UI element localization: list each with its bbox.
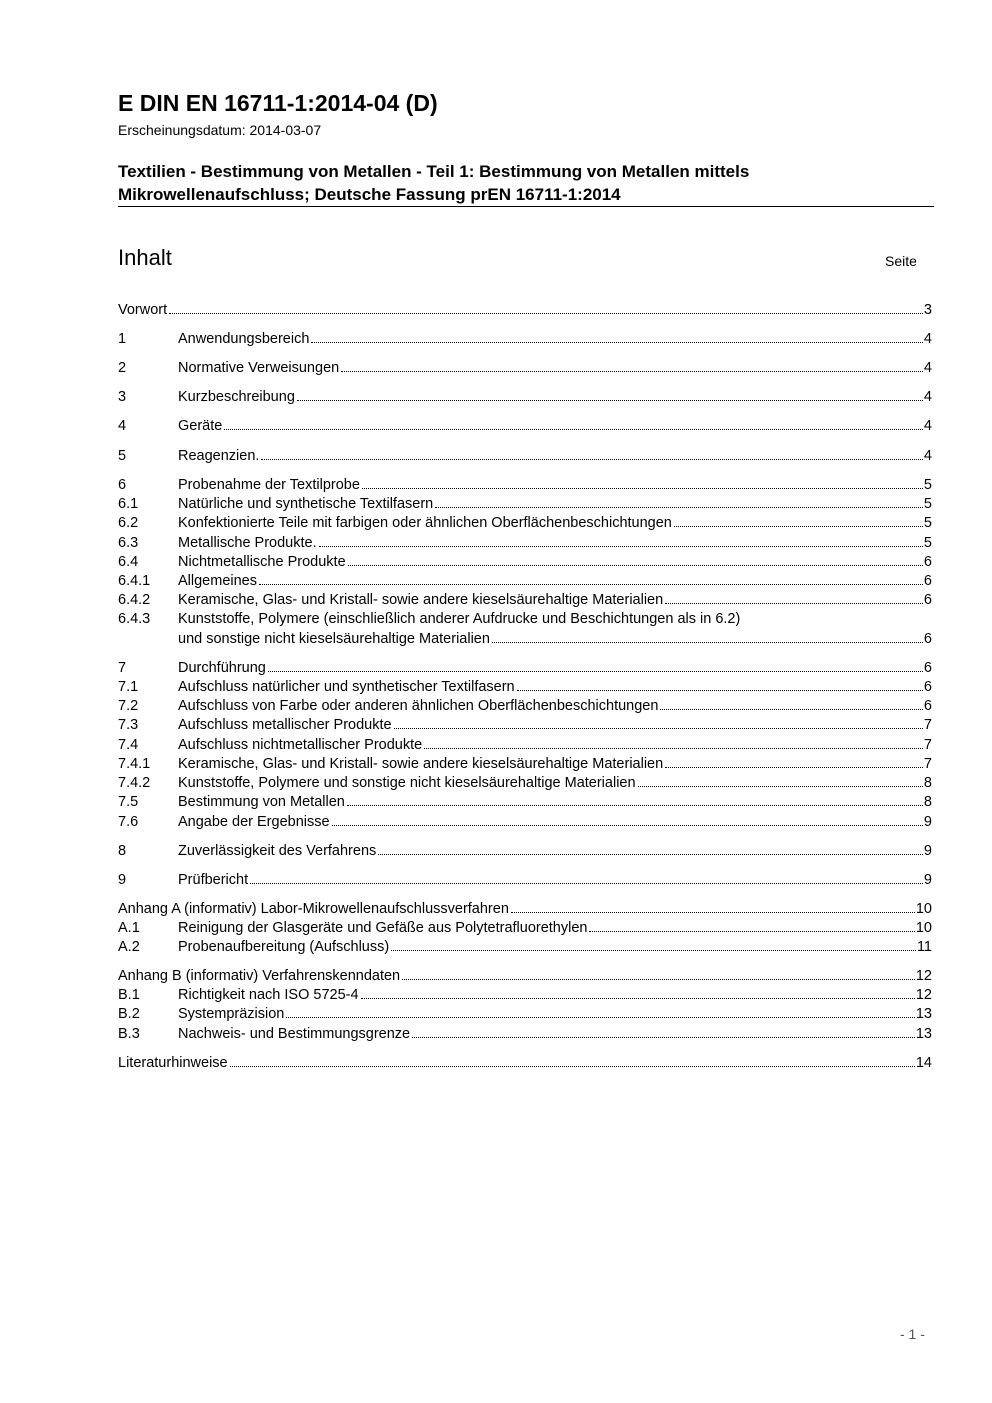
toc-entry-page: 10: [915, 920, 932, 936]
toc-entry-page: 9: [923, 814, 932, 830]
toc-entry-title[interactable]: Anhang A (informativ) Labor-Mikrowellenaufschlussverfahren: [118, 901, 509, 917]
toc-entry[interactable]: [118, 698, 932, 717]
toc-entry-title[interactable]: Angabe der Ergebnisse: [178, 814, 330, 830]
toc-entry[interactable]: [118, 679, 932, 698]
toc-entry[interactable]: [118, 631, 932, 650]
dot-leader: [638, 786, 923, 787]
dot-leader: [230, 1066, 915, 1067]
toc-entry-page: 8: [923, 794, 932, 810]
toc-entry-title[interactable]: Reagenzien.: [178, 448, 260, 464]
dot-leader: [311, 342, 923, 343]
toc-entry-title[interactable]: Vorwort: [118, 302, 168, 318]
toc-entry-page: 4: [923, 389, 932, 405]
toc-entry-title[interactable]: Keramische, Glas- und Kristall- sowie andere kieselsäurehaltige Materialien: [178, 592, 664, 608]
toc-entry-title[interactable]: Allgemeines: [178, 573, 257, 589]
publication-date: Erscheinungsdatum: 2014-03-07: [118, 122, 322, 138]
toc-entry-title[interactable]: Probenaufbereitung (Aufschluss): [178, 939, 390, 955]
toc-entry[interactable]: [118, 360, 932, 379]
toc-entry[interactable]: [118, 843, 932, 862]
toc-entry[interactable]: [118, 477, 932, 496]
toc-entry-page: 7: [923, 737, 932, 753]
dot-leader: [511, 912, 915, 913]
toc-entry-title[interactable]: Durchführung: [178, 660, 266, 676]
toc-entry[interactable]: [118, 920, 932, 939]
toc-entry-number: 8: [118, 843, 127, 859]
toc-entry-page: 6: [923, 679, 932, 695]
dot-leader: [319, 546, 923, 547]
toc-entry-number: 7.4.1: [118, 756, 151, 772]
dot-leader: [665, 603, 923, 604]
toc-entry[interactable]: [118, 987, 932, 1006]
toc-entry-page: 6: [923, 660, 932, 676]
toc-entry-title[interactable]: Nichtmetallische Produkte: [178, 554, 346, 570]
toc-entry-page: 6: [923, 554, 932, 570]
toc-entry-number: 6.4.2: [118, 592, 151, 608]
toc-entry-page: 7: [923, 717, 932, 733]
toc-entry-title[interactable]: Literaturhinweise: [118, 1055, 228, 1071]
toc-entry[interactable]: [118, 1026, 932, 1045]
dot-leader: [492, 642, 923, 643]
toc-entry-page: 14: [915, 1055, 932, 1071]
toc-entry-number: 7: [118, 660, 127, 676]
dot-leader: [224, 429, 923, 430]
toc-entry-title[interactable]: Metallische Produkte.: [178, 535, 317, 551]
toc-entry-number: 9: [118, 872, 127, 888]
toc-entry-number: B.1: [118, 987, 140, 1003]
toc-entry[interactable]: [118, 1006, 932, 1025]
toc-entry-title[interactable]: Aufschluss natürlicher und synthetischer Textilfasern: [178, 679, 515, 695]
toc-entry-title[interactable]: Kunststoffe, Polymere und sonstige nicht kieselsäurehaltige Materialien: [178, 775, 636, 791]
toc-entry-title[interactable]: Anwendungsbereich: [178, 331, 310, 347]
toc-entry-number: 7.2: [118, 698, 139, 714]
toc-entry-number: A.2: [118, 939, 140, 955]
toc-entry-page: 8: [923, 775, 932, 791]
dot-leader: [361, 998, 915, 999]
subtitle-line-1: Textilien - Bestimmung von Metallen - Teil 1: Bestimmung von Metallen mittels: [118, 162, 750, 181]
toc-entry[interactable]: [118, 939, 932, 958]
dot-leader: [517, 690, 923, 691]
toc-entry-page: 11: [916, 939, 932, 955]
toc-entry-page: 6: [923, 631, 932, 647]
toc-entry-title[interactable]: Konfektionierte Teile mit farbigen oder ähnlichen Oberflächenbeschichtungen: [178, 515, 672, 531]
toc-entry[interactable]: [118, 331, 932, 350]
toc-entry-page: 6: [923, 592, 932, 608]
toc-entry-number: 7.3: [118, 717, 139, 733]
toc-entry-title[interactable]: Kunststoffe, Polymere (einschließlich anderer Aufdrucke und Beschichtungen als in 6.2): [178, 611, 741, 627]
dot-leader: [348, 565, 923, 566]
toc-entry-title[interactable]: Nachweis- und Bestimmungsgrenze: [178, 1026, 411, 1042]
toc-entry-number: 7.1: [118, 679, 139, 695]
toc-entry[interactable]: [118, 775, 932, 794]
toc-entry-number: 7.4: [118, 737, 139, 753]
toc-entry[interactable]: [118, 515, 932, 534]
toc-entry-number: 6.2: [118, 515, 139, 531]
toc-entry-page: 10: [915, 901, 932, 917]
toc-page-column-label: Seite: [885, 253, 917, 269]
toc-entry-page: 5: [923, 496, 932, 512]
toc-entry-number: 5: [118, 448, 127, 464]
toc-entry[interactable]: [118, 1055, 932, 1074]
table-of-contents: [118, 0, 932, 1100]
toc-entry-page: 5: [923, 535, 932, 551]
toc-entry-number: 6: [118, 477, 127, 493]
toc-entry-number: 2: [118, 360, 127, 376]
dot-leader: [362, 488, 923, 489]
toc-entry-page: 13: [915, 1006, 932, 1022]
dot-leader: [660, 709, 922, 710]
document-title: E DIN EN 16711-1:2014-04 (D): [118, 90, 438, 116]
toc-entry-title[interactable]: Aufschluss von Farbe oder anderen ähnlichen Oberflächenbeschichtungen: [178, 698, 659, 714]
toc-entry-page: 4: [923, 448, 932, 464]
toc-entry-title[interactable]: Geräte: [178, 418, 223, 434]
toc-entry[interactable]: [118, 418, 932, 437]
toc-entry-number: 1: [118, 331, 127, 347]
toc-entry[interactable]: [118, 660, 932, 679]
toc-entry[interactable]: [118, 814, 932, 833]
toc-entry[interactable]: [118, 573, 932, 592]
toc-entry-number: 4: [118, 418, 127, 434]
toc-entry-title[interactable]: Reinigung der Glasgeräte und Gefäße aus Polytetrafluorethylen: [178, 920, 588, 936]
toc-entry-number: 7.4.2: [118, 775, 151, 791]
dot-leader: [378, 854, 923, 855]
toc-entry-title[interactable]: Kurzbeschreibung: [178, 389, 295, 405]
toc-entry-title[interactable]: Zuverlässigkeit des Verfahrens: [178, 843, 377, 859]
toc-entry-page: 5: [923, 477, 932, 493]
dot-leader: [665, 767, 923, 768]
dot-leader: [412, 1037, 915, 1038]
dot-leader: [402, 979, 915, 980]
toc-entry-number: 6.3: [118, 535, 139, 551]
toc-entry-number: 7.5: [118, 794, 139, 810]
toc-entry[interactable]: [118, 611, 932, 630]
toc-entry-number: 6.1: [118, 496, 139, 512]
toc-entry-title[interactable]: Normative Verweisungen: [178, 360, 340, 376]
toc-entry-page: 7: [923, 756, 932, 772]
toc-entry[interactable]: [118, 737, 932, 756]
toc-entry[interactable]: [118, 302, 932, 321]
toc-entry-page: 12: [915, 987, 932, 1003]
subtitle-line-2: Mikrowellenaufschluss; Deutsche Fassung prEN 16711-1:2014: [118, 185, 621, 204]
toc-entry-title[interactable]: Richtigkeit nach ISO 5725-4: [178, 987, 359, 1003]
dot-leader: [250, 883, 923, 884]
toc-entry-title[interactable]: und sonstige nicht kieselsäurehaltige Materialien: [178, 631, 490, 647]
toc-entry-title[interactable]: Systempräzision: [178, 1006, 285, 1022]
toc-entry-page: 6: [923, 698, 932, 714]
toc-entry-page: 9: [923, 872, 932, 888]
toc-entry-page: 5: [923, 515, 932, 531]
toc-entry-page: 4: [923, 331, 932, 347]
toc-entry[interactable]: [118, 717, 932, 736]
toc-entry[interactable]: [118, 592, 932, 611]
toc-entry-page: 6: [923, 573, 932, 589]
toc-entry-number: B.3: [118, 1026, 140, 1042]
dot-leader: [268, 671, 923, 672]
dot-leader: [261, 459, 923, 460]
toc-entry[interactable]: [118, 496, 932, 515]
dot-leader: [286, 1017, 914, 1018]
dot-leader: [347, 805, 923, 806]
toc-entry-page: 4: [923, 418, 932, 434]
dot-leader: [589, 931, 914, 932]
toc-entry-number: 3: [118, 389, 127, 405]
toc-entry-number: 6.4.1: [118, 573, 151, 589]
toc-entry[interactable]: [118, 901, 932, 920]
toc-entry-number: 6.4.3: [118, 611, 151, 627]
toc-entry[interactable]: [118, 554, 932, 573]
toc-entry-title[interactable]: Bestimmung von Metallen: [178, 794, 345, 810]
toc-entry-page: 12: [915, 968, 932, 984]
dot-leader: [332, 825, 923, 826]
dot-leader: [341, 371, 923, 372]
toc-entry[interactable]: [118, 756, 932, 775]
toc-entry-title[interactable]: Anhang B (informativ) Verfahrenskenndaten: [118, 968, 401, 984]
toc-entry-number: 6.4: [118, 554, 139, 570]
toc-entry[interactable]: [118, 448, 932, 467]
dot-leader: [391, 950, 916, 951]
toc-entry-number: A.1: [118, 920, 140, 936]
toc-entry[interactable]: [118, 535, 932, 554]
toc-entry[interactable]: [118, 872, 932, 891]
dot-leader: [259, 584, 923, 585]
toc-entry[interactable]: [118, 794, 932, 813]
toc-entry-page: 3: [923, 302, 932, 318]
dot-leader: [674, 526, 923, 527]
toc-entry[interactable]: [118, 389, 932, 408]
toc-entry-page: 9: [923, 843, 932, 859]
toc-entry-title[interactable]: Keramische, Glas- und Kristall- sowie andere kieselsäurehaltige Materialien: [178, 756, 664, 772]
toc-entry-number: 7.6: [118, 814, 139, 830]
dot-leader: [424, 748, 923, 749]
dot-leader: [394, 728, 923, 729]
toc-entry-title[interactable]: Prüfbericht: [178, 872, 249, 888]
dot-leader: [169, 313, 923, 314]
toc-entry-page: 13: [915, 1026, 932, 1042]
dot-leader: [297, 400, 923, 401]
toc-heading: Inhalt: [118, 245, 172, 270]
toc-entry-page: 4: [923, 360, 932, 376]
page-number: - 1 -: [900, 1326, 925, 1342]
toc-entry-title[interactable]: Aufschluss nichtmetallischer Produkte: [178, 737, 423, 753]
toc-entry[interactable]: [118, 968, 932, 987]
toc-entry-title[interactable]: Probenahme der Textilprobe: [178, 477, 360, 493]
dot-leader: [435, 507, 923, 508]
toc-entry-title[interactable]: Natürliche und synthetische Textilfasern: [178, 496, 434, 512]
toc-entry-title[interactable]: Aufschluss metallischer Produkte: [178, 717, 392, 733]
toc-entry-number: B.2: [118, 1006, 140, 1022]
